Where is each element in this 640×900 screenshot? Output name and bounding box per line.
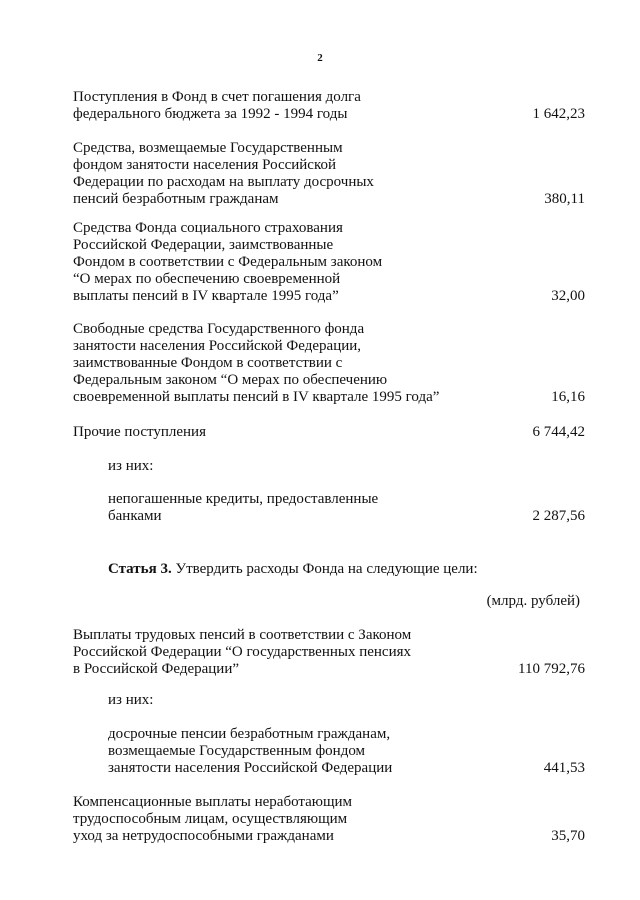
item-description: [73, 321, 513, 406]
income-sub-item: [108, 491, 585, 525]
item-description: [108, 726, 528, 777]
item-description: [108, 491, 528, 525]
item-line: уход за нетрудоспособными гражданами: [73, 828, 334, 844]
item-description: [73, 424, 493, 441]
item-description: [73, 627, 493, 678]
income-item: [73, 140, 585, 208]
item-line: трудоспособным лицам, осуществляющим: [73, 811, 348, 827]
item-line: занятости населения Российской Федерации,: [73, 338, 362, 354]
item-line: Фондом в соответствии с Федеральным законом: [73, 254, 383, 270]
item-line: возмещаемые Государственным фондом: [108, 743, 366, 759]
income-item: [73, 321, 585, 406]
item-line: Прочие поступления: [73, 424, 206, 440]
article-label: Статья 3.: [108, 561, 172, 577]
article-text: Утвердить расходы Фонда на следующие цели:: [171, 561, 478, 577]
item-line: в Российской Федерации”: [73, 661, 240, 677]
item-amount: 441,53: [543, 760, 585, 776]
item-line: Средства, возмещаемые Государственным: [73, 140, 343, 156]
item-line: Свободные средства Государственного фонда: [73, 321, 365, 337]
item-description: [73, 89, 493, 123]
item-description: [73, 140, 493, 208]
item-line: непогашенные кредиты, предоставленные: [108, 491, 379, 507]
item-amount: 1 642,23: [532, 106, 585, 122]
of-which-label: из них:: [108, 458, 154, 474]
item-line: Федерации по расходам на выплату досрочных: [73, 174, 374, 190]
item-amount: 16,16: [551, 389, 585, 405]
item-line: Выплаты трудовых пенсий в соответствии с Законом: [73, 627, 412, 643]
expense-item: [73, 794, 585, 845]
item-amount: 380,11: [544, 191, 585, 207]
item-amount: 32,00: [551, 288, 585, 304]
item-line: федерального бюджета за 1992 - 1994 годы: [73, 106, 348, 122]
article-heading: [108, 561, 478, 578]
item-line: Российской Федерации, заимствованные: [73, 237, 334, 253]
expense-item: [73, 627, 585, 678]
item-line: Поступления в Фонд в счет погашения долга: [73, 89, 361, 105]
item-line: своевременной выплаты пенсий в IV квартале 1995 года”: [73, 389, 440, 405]
item-line: Компенсационные выплаты неработающим: [73, 794, 353, 810]
item-line: “О мерах по обеспечению своевременной: [73, 271, 341, 287]
income-item: [73, 89, 585, 123]
item-line: Средства Фонда социального страхования: [73, 220, 343, 236]
income-item: [73, 220, 585, 305]
item-line: банками: [108, 508, 162, 524]
page-number: 2: [317, 52, 323, 64]
item-line: пенсий безработным гражданам: [73, 191, 279, 207]
expense-sub-item: [108, 726, 585, 777]
item-amount: 6 744,42: [532, 424, 585, 440]
item-amount: 35,70: [551, 828, 585, 844]
item-line: выплаты пенсий в IV квартале 1995 года”: [73, 288, 339, 304]
item-description: [73, 794, 493, 845]
of-which-label: из них:: [108, 692, 154, 708]
item-amount: 110 792,76: [518, 661, 585, 677]
item-amount: 2 287,56: [532, 508, 585, 524]
item-line: Федеральным законом “О мерах по обеспечению: [73, 372, 388, 388]
item-description: [73, 220, 493, 305]
item-line: Российской Федерации “О государственных пенсиях: [73, 644, 412, 660]
item-line: досрочные пенсии безработным гражданам,: [108, 726, 391, 742]
item-line: фондом занятости населения Российской: [73, 157, 337, 173]
item-line: заимствованные Фондом в соответствии с: [73, 355, 343, 371]
item-line: занятости населения Российской Федерации: [108, 760, 393, 776]
income-item: [73, 424, 585, 441]
units-label: (млрд. рублей): [486, 593, 580, 609]
